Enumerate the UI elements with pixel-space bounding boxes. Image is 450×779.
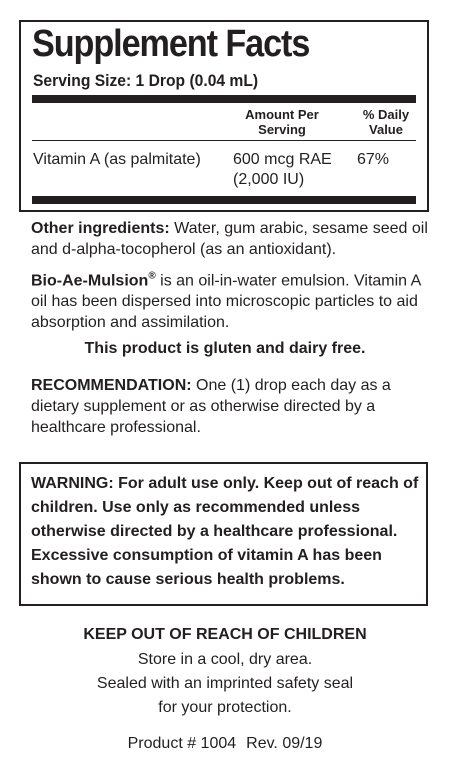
emulsion-text: is an oil-in-water emulsion. Vitamin A oil has been dispersed into microscopic particles to aid absorption and assimilation. [31,272,421,332]
storage-instructions: Store in a cool, dry area. [137,651,313,668]
serving-size: Serving Size: 1 Drop (0.04 mL) [33,71,259,90]
nutrient-name: Vitamin A (as palmitate) [33,151,201,168]
supplement-facts-panel [19,20,429,212]
warning-box [19,462,428,606]
product-info [0,733,450,755]
header-daily-value: % Daily Value [362,107,410,137]
keep-out-of-reach: KEEP OUT OF REACH OF CHILDREN [83,626,367,643]
other-ingredients [31,218,431,260]
safety-seal-line-1: Sealed with an imprinted safety seal [96,675,354,692]
header-amount-per-serving: Amount Per Serving [245,107,319,137]
recommendation-text: One (1) drop each day as a dietary supplement or as otherwise directed by a healthcare professional. [31,377,391,436]
recommendation-label: RECOMMENDATION: [31,377,192,394]
nutrient-amount: 600 mcg RAE (2,000 IU) [233,151,332,188]
facts-title: Supplement Facts [32,23,310,65]
safety-seal-line-2: for your protection. [158,699,292,716]
recommendation [31,375,431,438]
header-divider [32,140,416,141]
other-ingredients-label: Other ingredients: [31,220,170,237]
product-number: Product # 1004 [127,735,237,752]
emulsion-brand: Bio-Ae-Mulsion [31,272,149,290]
warning-text: WARNING: For adult use only. Keep out of reach of children. Use only as recommended unless otherwise directed by a healthcare professional. Excessive consumption of vitamin A has been shown to cause serious health problems. [31,475,419,588]
nutrient-daily-value: 67% [357,151,390,168]
other-ingredients-text: Water, gum arabic, sesame seed oil and d-alpha-tocopherol (as an antioxidant). [31,220,428,258]
emulsion-description [31,266,431,333]
thick-divider-top [32,95,416,103]
registered-mark: ® [148,271,156,282]
gluten-dairy-statement: This product is gluten and dairy free. [84,340,366,357]
revision: Rev. 09/19 [246,735,323,752]
thick-divider-bottom [32,196,416,204]
